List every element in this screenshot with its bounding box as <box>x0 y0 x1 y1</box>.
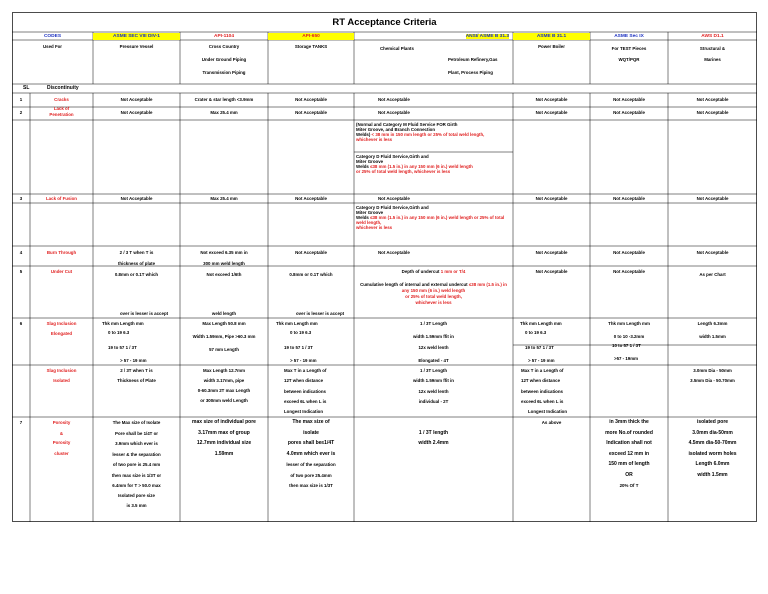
used-asme-viii: Pressure Vessel <box>119 44 154 49</box>
row3-b313-red-1: ≤38 mm (1.5 in.) in any 150 mm (6 in.) weld length or 25% of total <box>368 215 505 220</box>
row8-c5-0: As above <box>541 420 562 425</box>
row6-c5-1: 0 to 19 6.3 <box>525 330 547 335</box>
row8-c1-2: 3.9mm which ever is <box>115 441 158 446</box>
row7-c5-4: Longest Indication <box>528 409 568 414</box>
row2-v1: Max 25.4 mm <box>210 110 238 115</box>
row6-c4-2: 12x weld lenth <box>418 345 449 350</box>
row8-c3-6: then max size is 1/3T <box>289 483 333 488</box>
row2-b313a-red-2: whichever is less <box>356 137 393 142</box>
row8-c7-4: Length 6.0mm <box>695 461 730 467</box>
row2-name-2: Penetration <box>49 112 74 117</box>
row8-c1-0: The Max size of Isolate <box>112 420 161 425</box>
used-aws-2: Marines <box>704 57 721 62</box>
row8-name-3: Porosity <box>52 440 71 445</box>
row8-name-1: Porosity <box>52 420 71 425</box>
row1-name: Cracks <box>54 97 69 102</box>
code-sec-ix: ASME Sec IX <box>614 34 644 39</box>
row5-sl: 5 <box>19 269 23 274</box>
row1-v6: Not Acceptable <box>696 97 729 102</box>
row2-v0: Not Acceptable <box>120 110 153 115</box>
row2-b313b-red-2: or 25% of total weld length, whichever is less <box>356 169 451 174</box>
row6-c5-0: Thk mm Length mm <box>520 321 562 326</box>
code-asme-viii: ASME SEC VIII DIV-1 <box>93 33 180 40</box>
row6-c1-0: Thk mm Length mm <box>102 321 144 326</box>
row7-c2-1: width 3.17mm, pipe <box>203 378 245 383</box>
row6-c6-3: >57 - 19mm <box>614 356 639 361</box>
row8-c1-4: of two pore is 25.4 mm <box>112 462 161 467</box>
row8-name-2: & <box>59 431 64 436</box>
row6-c3-2: 19 to 57 1 / 3T <box>284 345 313 350</box>
row2-b313b-red-1: ≤38 mm (1.5 in.) in any 150 mm (6 in.) weld length <box>368 164 473 169</box>
row6-c5-3: > 57 - 19 mm <box>528 358 555 363</box>
row6-c2-0: Max Length 50.8 mm <box>202 321 246 326</box>
row4-v1b: 300 mm weld length <box>203 261 245 266</box>
row8-c4-1: width 2.4mm <box>418 440 449 446</box>
row8-c6-6: 20% Of T <box>619 483 639 488</box>
row5-v2: 0.8mm or 0.1T which <box>289 272 333 277</box>
row7-c4-3: individual - 2T <box>418 399 449 404</box>
row6-c7-0: Length 6.3mm <box>697 321 728 326</box>
row8-c7-1: 3.0mm dia-50mm <box>692 430 733 436</box>
row5-v1: Not exceed 1/6th <box>206 272 242 277</box>
row8-c1-6: 6.4mm for T > 50.0 max <box>112 483 161 488</box>
sl-header: SL <box>23 85 30 91</box>
row6-c5-2: 19 to 57 1 / 3T <box>525 345 554 350</box>
row6-c1-3: > 57 - 19 mm <box>120 358 147 363</box>
row3-v6: Not Acceptable <box>696 196 729 201</box>
row2-v6: Not Acceptable <box>696 110 729 115</box>
row5-b313-cum <box>354 282 513 288</box>
row2-b313a-welds: Welds) <box>356 132 371 137</box>
row4-v4: Not Acceptable <box>535 250 568 255</box>
row3-b313-red-2: weld length, <box>356 220 382 225</box>
row4-v6: Not Acceptable <box>696 250 729 255</box>
row7-c2-3: or 300mm weld Length <box>200 398 248 403</box>
row7-c4-1: width 1.59mm ffit in <box>413 378 454 383</box>
row5-bot-0: over is lesser is accept <box>120 311 169 316</box>
row8-c7-2: 4.5mm dia-50-70mm <box>688 440 737 446</box>
row1-v0: Not Acceptable <box>120 97 153 102</box>
row8-c6-3: exceed 12 mm in <box>608 451 650 457</box>
row3-b313-red-3: whichever is less <box>356 225 393 230</box>
code-b311: ASME B 31.1 <box>513 33 590 40</box>
row7-name-1: Slag Inclusion <box>46 368 77 373</box>
code-aws-d11: AWS D1.1 <box>701 34 724 39</box>
row3-v5: Not Acceptable <box>613 196 645 201</box>
row7-c3-0: Max T in a Length of <box>284 368 327 373</box>
row7-c1-1: Thickness of Plate <box>117 378 156 383</box>
used-b313-1: Chemical Plants <box>380 46 414 51</box>
row8-c4-0: 1 / 3T length <box>418 430 449 436</box>
row2-sl: 2 <box>19 110 23 115</box>
row6-sl: 6 <box>19 321 23 326</box>
row6-c6-2: 10 to 57 1 / 3T <box>612 343 641 348</box>
row5-v6: As per Chart <box>699 272 726 277</box>
row5-b313-cum-red-3: or 25% of total weld length, <box>405 294 462 299</box>
row4-v5: Not Acceptable <box>613 250 645 255</box>
code-api-1104: API-1104 <box>213 34 234 39</box>
row6-c1-2: 19 to 57 1 / 3T <box>108 345 137 350</box>
used-b313-2: Petroleum Refinery,Gas <box>448 57 498 62</box>
row6-c6-1: 0 to 10 -3.2mm <box>613 334 645 339</box>
row7-c4-0: 1 / 3T Length <box>419 368 448 373</box>
row8-c2-3: 1.59mm <box>214 451 234 457</box>
row6-c4-0: 1 / 3T Length <box>419 321 448 326</box>
row1-v2: Not Acceptable <box>295 97 327 102</box>
row5-b313-cum-red-2: any 150 mm (6 in.) weld length <box>401 288 466 293</box>
row1-sl: 1 <box>19 97 23 102</box>
row1-v3: Not Acceptable <box>378 97 410 102</box>
code-b313 <box>354 33 513 40</box>
row6-c2-1: Width 1.59mm, Pipe >60.3 mm <box>192 334 256 339</box>
row4-v3: Not Acceptable <box>378 250 410 255</box>
used-b311: Power Boiler <box>538 44 565 49</box>
row6-c7-1: width 1.5mm <box>699 334 726 339</box>
row3-v4: Not Acceptable <box>535 196 568 201</box>
codes-header: CODES <box>43 34 62 39</box>
row8-c3-4: lesser of the separation <box>286 462 336 467</box>
row3-b313-2: Miter Groove <box>356 210 384 215</box>
row1-v5: Not Acceptable <box>613 97 645 102</box>
row8-c1-7: Isolated pore size <box>118 493 155 498</box>
code-api-650: API-650 <box>268 33 354 40</box>
row6-c6-0: Thk mm Length mm <box>608 321 650 326</box>
code-b313-label: ANSI/ ASME B 31.3 <box>465 34 509 39</box>
row7-c5-0: Max T in a Length of <box>521 368 564 373</box>
used-api-1104-3: Transmission Piping <box>202 70 246 75</box>
row2-name-1: Lack of <box>53 106 70 111</box>
discontinuity-header: Discontinuity <box>47 85 79 91</box>
row8-c3-3: 4.0mm which ever is <box>286 451 336 457</box>
row8-c6-2: Indication shall not <box>606 440 652 446</box>
row3-v0: Not Acceptable <box>120 196 153 201</box>
used-api-650: Storage TANKS <box>294 44 328 49</box>
row8-c6-4: 150 mm of length <box>608 461 650 467</box>
row6-c3-3: > 57 - 19 mm <box>290 358 317 363</box>
row2-v2: Not Acceptable <box>295 110 327 115</box>
row4-v2: Not Acceptable <box>295 250 327 255</box>
row6-c4-3: Elongated - 4T <box>418 358 449 363</box>
used-b313-3: Plant, Process Piping <box>448 70 493 75</box>
row3-v1: Max 25.4 mm <box>210 196 238 201</box>
row7-c5-3: exceed 6L when L is <box>521 399 564 404</box>
row5-v5: Not Acceptable <box>613 269 645 274</box>
row5-b313-cum-red-4: whichever is less <box>415 300 452 305</box>
row5-name: Under Cut <box>50 269 73 274</box>
row7-c5-1: 12T when distance <box>521 378 561 383</box>
row7-c2-0: Max Length 12.7mm <box>203 368 245 373</box>
row2-b313b-1: Category D Fluid Service,Girth and <box>356 154 429 159</box>
row3-b313-1: Category D Fluid Service,Girth and <box>356 205 429 210</box>
row5-b313-cum-red-1: ≤38 mm (1.5 in.) in <box>468 282 507 287</box>
row8-c7-0: isolated pore <box>696 419 729 425</box>
row6-c3-1: 0 to 19 6.3 <box>290 330 312 335</box>
row4-name: Burn Through <box>46 250 77 255</box>
row8-c3-1: isolate <box>303 430 319 436</box>
row4-sl: 4 <box>19 250 23 255</box>
row8-name-4: cluster <box>54 451 69 456</box>
row6-c3-0: Thk mm Length mm <box>276 321 318 326</box>
row8-c1-8: is 3.5 mm <box>126 503 147 508</box>
row8-c7-5: width 1.5mm <box>697 472 728 478</box>
row4-v0b: thickness of plate <box>117 261 156 266</box>
row6-c2-2: 57 mm Length <box>209 347 239 352</box>
row8-c3-0: The max size of <box>292 419 330 425</box>
row7-c7-0: 3.0mm Dia - 50mm <box>693 368 732 373</box>
row6-name-1: Slag Inclusion <box>46 321 77 326</box>
row6-name-2: Elongated <box>50 331 73 336</box>
row5-b313-depth-label: Depth of undercut <box>401 269 440 274</box>
used-aws-1: Structural & <box>699 46 726 51</box>
row5-b313-depth <box>354 269 513 275</box>
used-sec-ix-1: For TEST Pieces <box>611 46 647 51</box>
row7-c5-2: between indications <box>521 389 563 394</box>
row8-c7-3: isolated worm holes <box>688 451 737 457</box>
row3-v2: Not Acceptable <box>295 196 327 201</box>
row7-c7-1: 3.5mm Dia - 50.70mm <box>690 378 735 383</box>
used-sec-ix-2: WQT/PQR <box>618 57 640 62</box>
row2-b313a-1: (Normal and Category M Fluid Service FOR Girth <box>356 122 458 127</box>
used-api-1104-1: Cross Country <box>208 44 240 49</box>
row6-c1-1: 0 to 19 6.3 <box>108 330 130 335</box>
row3-name: Lack of Fusion <box>46 196 77 201</box>
row8-c2-2: 12.7mm individual size <box>196 440 252 446</box>
row7-c3-3: exceed 6L when L is <box>284 399 327 404</box>
row7-c2-2: 0-60.3mm 2T max Length <box>197 388 251 393</box>
row2-b313a-2: Miter Groove, and Branch Connection <box>356 127 436 132</box>
row7-c4-2: 12x weld lenth <box>418 389 449 394</box>
row8-c1-3: lesser & the separation <box>112 452 161 457</box>
row1-v1: Crater & star length <3.9mm <box>194 97 254 102</box>
row8-c2-0: max size of individual pore <box>192 419 256 425</box>
page-title: RT Acceptance Criteria <box>332 17 437 28</box>
row7-c3-1: 12T when distance <box>284 378 324 383</box>
row5-v4: Not Acceptable <box>535 269 568 274</box>
row3-v3: Not Acceptable <box>378 196 410 201</box>
row8-c6-0: in 3mm thick the <box>609 419 649 425</box>
row8-c1-5: then max size is 1/3T or <box>111 473 162 478</box>
row2-v5: Not Acceptable <box>613 110 645 115</box>
row3-b313-welds: Welds <box>356 215 369 220</box>
row4-v1: Not exceed 6.35 mm in <box>200 250 248 255</box>
row2-b313b-2: Miter Groove <box>356 159 384 164</box>
row8-c6-1: more No.of rounded <box>605 430 653 436</box>
row3-sl: 3 <box>19 196 23 201</box>
used-for-label: Used For <box>42 44 63 49</box>
row5-bot-2: over is lesser is accept <box>296 311 345 316</box>
row5-b313-cum-label: Cumulative length of internal and external undercut <box>360 282 468 287</box>
used-api-1104-2: Under Ground Piping <box>201 57 247 62</box>
row8-c3-5: of two pore 25.4mm <box>290 473 332 478</box>
row2-v4: Not Acceptable <box>535 110 568 115</box>
row6-c4-1: width 1.59mm ffit in <box>413 334 454 339</box>
row8-sl: 7 <box>19 420 23 425</box>
row1-v4: Not Acceptable <box>535 97 568 102</box>
row8-c6-5: OR <box>625 472 633 478</box>
row5-bot-1: weld length <box>211 311 237 316</box>
row2-b313b-welds: Welds <box>356 164 369 169</box>
row7-c3-2: between indications <box>284 389 326 394</box>
row8-c2-1: 3.17mm max of group <box>198 430 250 436</box>
row2-b313a-red-1: < 38 mm in 150 mm length or 25% of total weld length, <box>370 132 485 137</box>
row7-name-2: Isolated <box>53 378 70 383</box>
row8-c3-2: pores shall be≤1/4T <box>287 440 335 446</box>
row5-v0: 0.8mm or 0.1T which <box>114 272 159 277</box>
row8-c1-1: Pore shall be 1/4T or <box>115 431 158 436</box>
row2-v3: Not Acceptable <box>378 110 410 115</box>
row7-c3-4: Longest Indication <box>284 409 324 414</box>
row5-b313-depth-red: 1 mm or T/4 <box>439 269 466 274</box>
row4-v0: 2 / 3 T when T is <box>119 250 154 255</box>
row7-c1-0: 2 / 3T when T is <box>120 368 153 373</box>
